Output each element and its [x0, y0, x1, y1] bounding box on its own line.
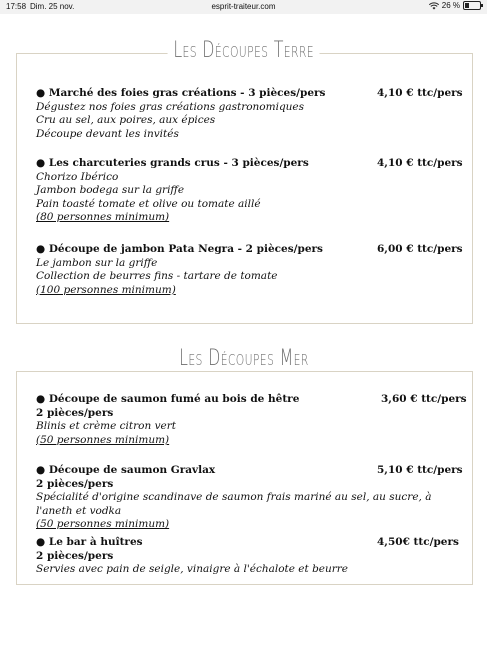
- item-line: Pain toasté tomate et olive ou tomate aillé: [36, 197, 261, 210]
- item-note: (50 personnes minimum): [36, 433, 170, 446]
- item-portion: 2 pièces/pers: [36, 477, 114, 490]
- battery-level: [465, 3, 469, 8]
- item-name: ● Le bar à huîtres: [36, 536, 143, 548]
- item-price: 4,50€ ttc/pers: [377, 536, 459, 548]
- item-line: Cru au sel, aux poires, aux épices: [36, 114, 216, 127]
- item-name: ● Découpe de saumon fumé au bois de hêtre: [36, 393, 300, 405]
- item-name: ● Les charcuteries grands crus - 3 pièces/pers: [36, 157, 309, 169]
- item-line: Chorizo Ibérico: [36, 170, 119, 183]
- section-title-mer: Les Découpes Mer: [0, 348, 487, 370]
- address-bar-url[interactable]: esprit-traiteur.com: [211, 2, 276, 11]
- item-line: Dégustez nos foies gras créations gastronomiques: [36, 100, 305, 113]
- item-line: Spécialité d'origine scandinave de saumon frais mariné au sel, au sucre, à l'aneth et vodka: [36, 491, 432, 517]
- item-portion: 2 pièces/pers: [36, 549, 114, 562]
- item-price: 4,10 € ttc/pers: [377, 157, 463, 169]
- item-line: Jambon bodega sur la griffe: [36, 184, 185, 197]
- item-name: ● Découpe de saumon Gravlax: [36, 464, 216, 476]
- battery-percent: 26 %: [441, 1, 460, 10]
- item-name: ● Découpe de jambon Pata Negra - 2 pièces/pers: [36, 243, 323, 255]
- item-note: (80 personnes minimum): [36, 211, 170, 224]
- item-portion: 2 pièces/pers: [36, 406, 114, 419]
- item-line: Servies avec pain de seigle, vinaigre à l'échalote et beurre: [36, 563, 349, 576]
- item-price: 5,10 € ttc/pers: [377, 464, 463, 476]
- item-price: 6,00 € ttc/pers: [377, 243, 463, 255]
- section-title-terre: Les Découpes Terre: [0, 40, 487, 62]
- item-note: (100 personnes minimum): [36, 283, 176, 296]
- item-line: Découpe devant les invités: [36, 127, 179, 140]
- item-line: Blinis et crème citron vert: [36, 420, 176, 433]
- item-line: Le jambon sur la griffe: [36, 256, 158, 269]
- battery-icon: [463, 1, 481, 10]
- item-note: (50 personnes minimum): [36, 518, 170, 531]
- item-name: ● Marché des foies gras créations - 3 pièces/pers: [36, 87, 326, 99]
- status-bar: [0, 0, 487, 14]
- status-indicators: [429, 1, 481, 10]
- wifi-icon: [429, 2, 439, 10]
- item-line: Collection de beurres fins - tartare de tomate: [36, 270, 278, 283]
- status-date: Dim. 25 nov.: [30, 2, 75, 11]
- item-price: 3,60 € ttc/pers: [381, 393, 467, 405]
- item-price: 4,10 € ttc/pers: [377, 87, 463, 99]
- status-time: 17:58: [6, 2, 27, 11]
